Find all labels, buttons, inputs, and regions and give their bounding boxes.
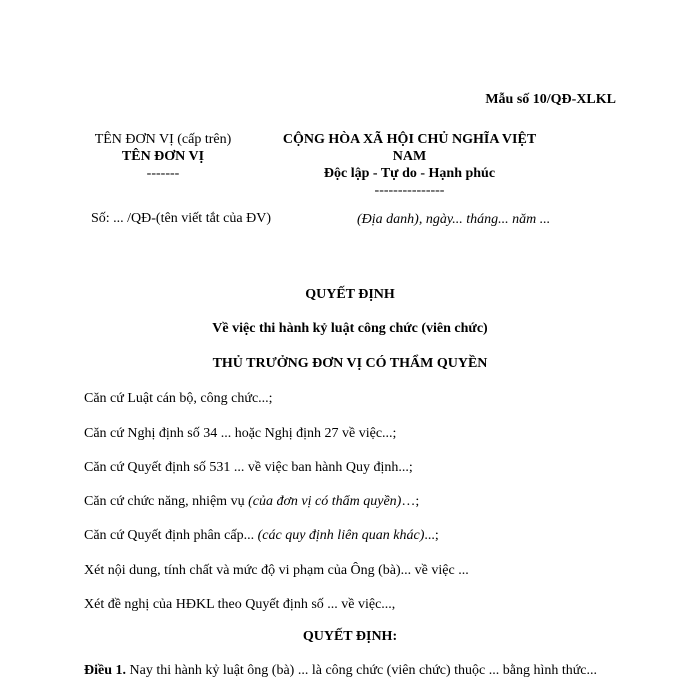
article-1 <box>84 662 644 680</box>
document-title: QUYẾT ĐỊNH <box>305 287 395 302</box>
national-header <box>262 131 557 199</box>
legal-basis-item <box>84 493 419 510</box>
superior-unit-name: TÊN ĐƠN VỊ (cấp trên) <box>94 132 232 147</box>
unit-name: TÊN ĐƠN VỊ <box>121 149 205 164</box>
document-number: Số: ... /QĐ-(tên viết tắt của ĐV) <box>90 211 271 226</box>
legal-basis-italic-note: (của đơn vị có thẩm quyền) <box>248 494 402 509</box>
legal-basis-text: Xét đề nghị của HĐKL theo Quyết định số ... về việc..., <box>84 597 396 612</box>
legal-basis-text: Căn cứ chức năng, nhiệm vụ <box>84 494 249 509</box>
legal-basis-text: Căn cứ Quyết định số 531 ... về việc ban hành Quy định...; <box>84 460 413 475</box>
legal-basis-italic-note: (các quy định liên quan khác) <box>257 528 425 543</box>
country-name-line2: NAM <box>392 149 427 164</box>
issuing-unit-header <box>88 131 238 182</box>
article-label: Điều 1. <box>84 663 126 678</box>
document-subject: Về việc thi hành kỷ luật công chức (viên chức) <box>212 321 488 336</box>
form-code: Mẫu số 10/QĐ-XLKL <box>485 92 616 107</box>
legal-basis-text: Xét nội dung, tính chất và mức độ vi phạm của Ông (bà)... về việc ... <box>84 563 469 578</box>
legal-basis-suffix: …; <box>401 494 420 509</box>
legal-basis-item <box>84 562 469 579</box>
national-motto: Độc lập - Tự do - Hạnh phúc <box>323 166 496 181</box>
country-name-line1: CỘNG HÒA XÃ HỘI CHỦ NGHĨA VIỆT <box>282 132 537 147</box>
legal-basis-item <box>84 527 439 544</box>
unit-divider: ------- <box>146 166 180 181</box>
place-date: (Địa danh), ngày... tháng... năm ... <box>357 212 551 227</box>
legal-basis-item <box>84 425 396 442</box>
legal-basis-text: Căn cứ Quyết định phân cấp... <box>84 528 258 543</box>
legal-basis-text: Căn cứ Luật cán bộ, công chức...; <box>84 391 273 406</box>
motto-divider: --------------- <box>374 183 445 198</box>
legal-basis-text: Căn cứ Nghị định số 34 ... hoặc Nghị định 27 về việc...; <box>84 426 397 441</box>
article-text: Nay thi hành kỷ luật ông (bà) ... là công chức (viên chức) thuộc ... bằng hình thức... <box>126 663 598 678</box>
legal-basis-item <box>84 390 273 407</box>
legal-basis-suffix: ...; <box>424 528 439 543</box>
issuing-authority: THỦ TRƯỞNG ĐƠN VỊ CÓ THẨM QUYỀN <box>212 356 488 371</box>
legal-basis-item <box>84 596 395 613</box>
legal-basis-item <box>84 459 413 476</box>
decision-heading: QUYẾT ĐỊNH: <box>302 629 398 644</box>
